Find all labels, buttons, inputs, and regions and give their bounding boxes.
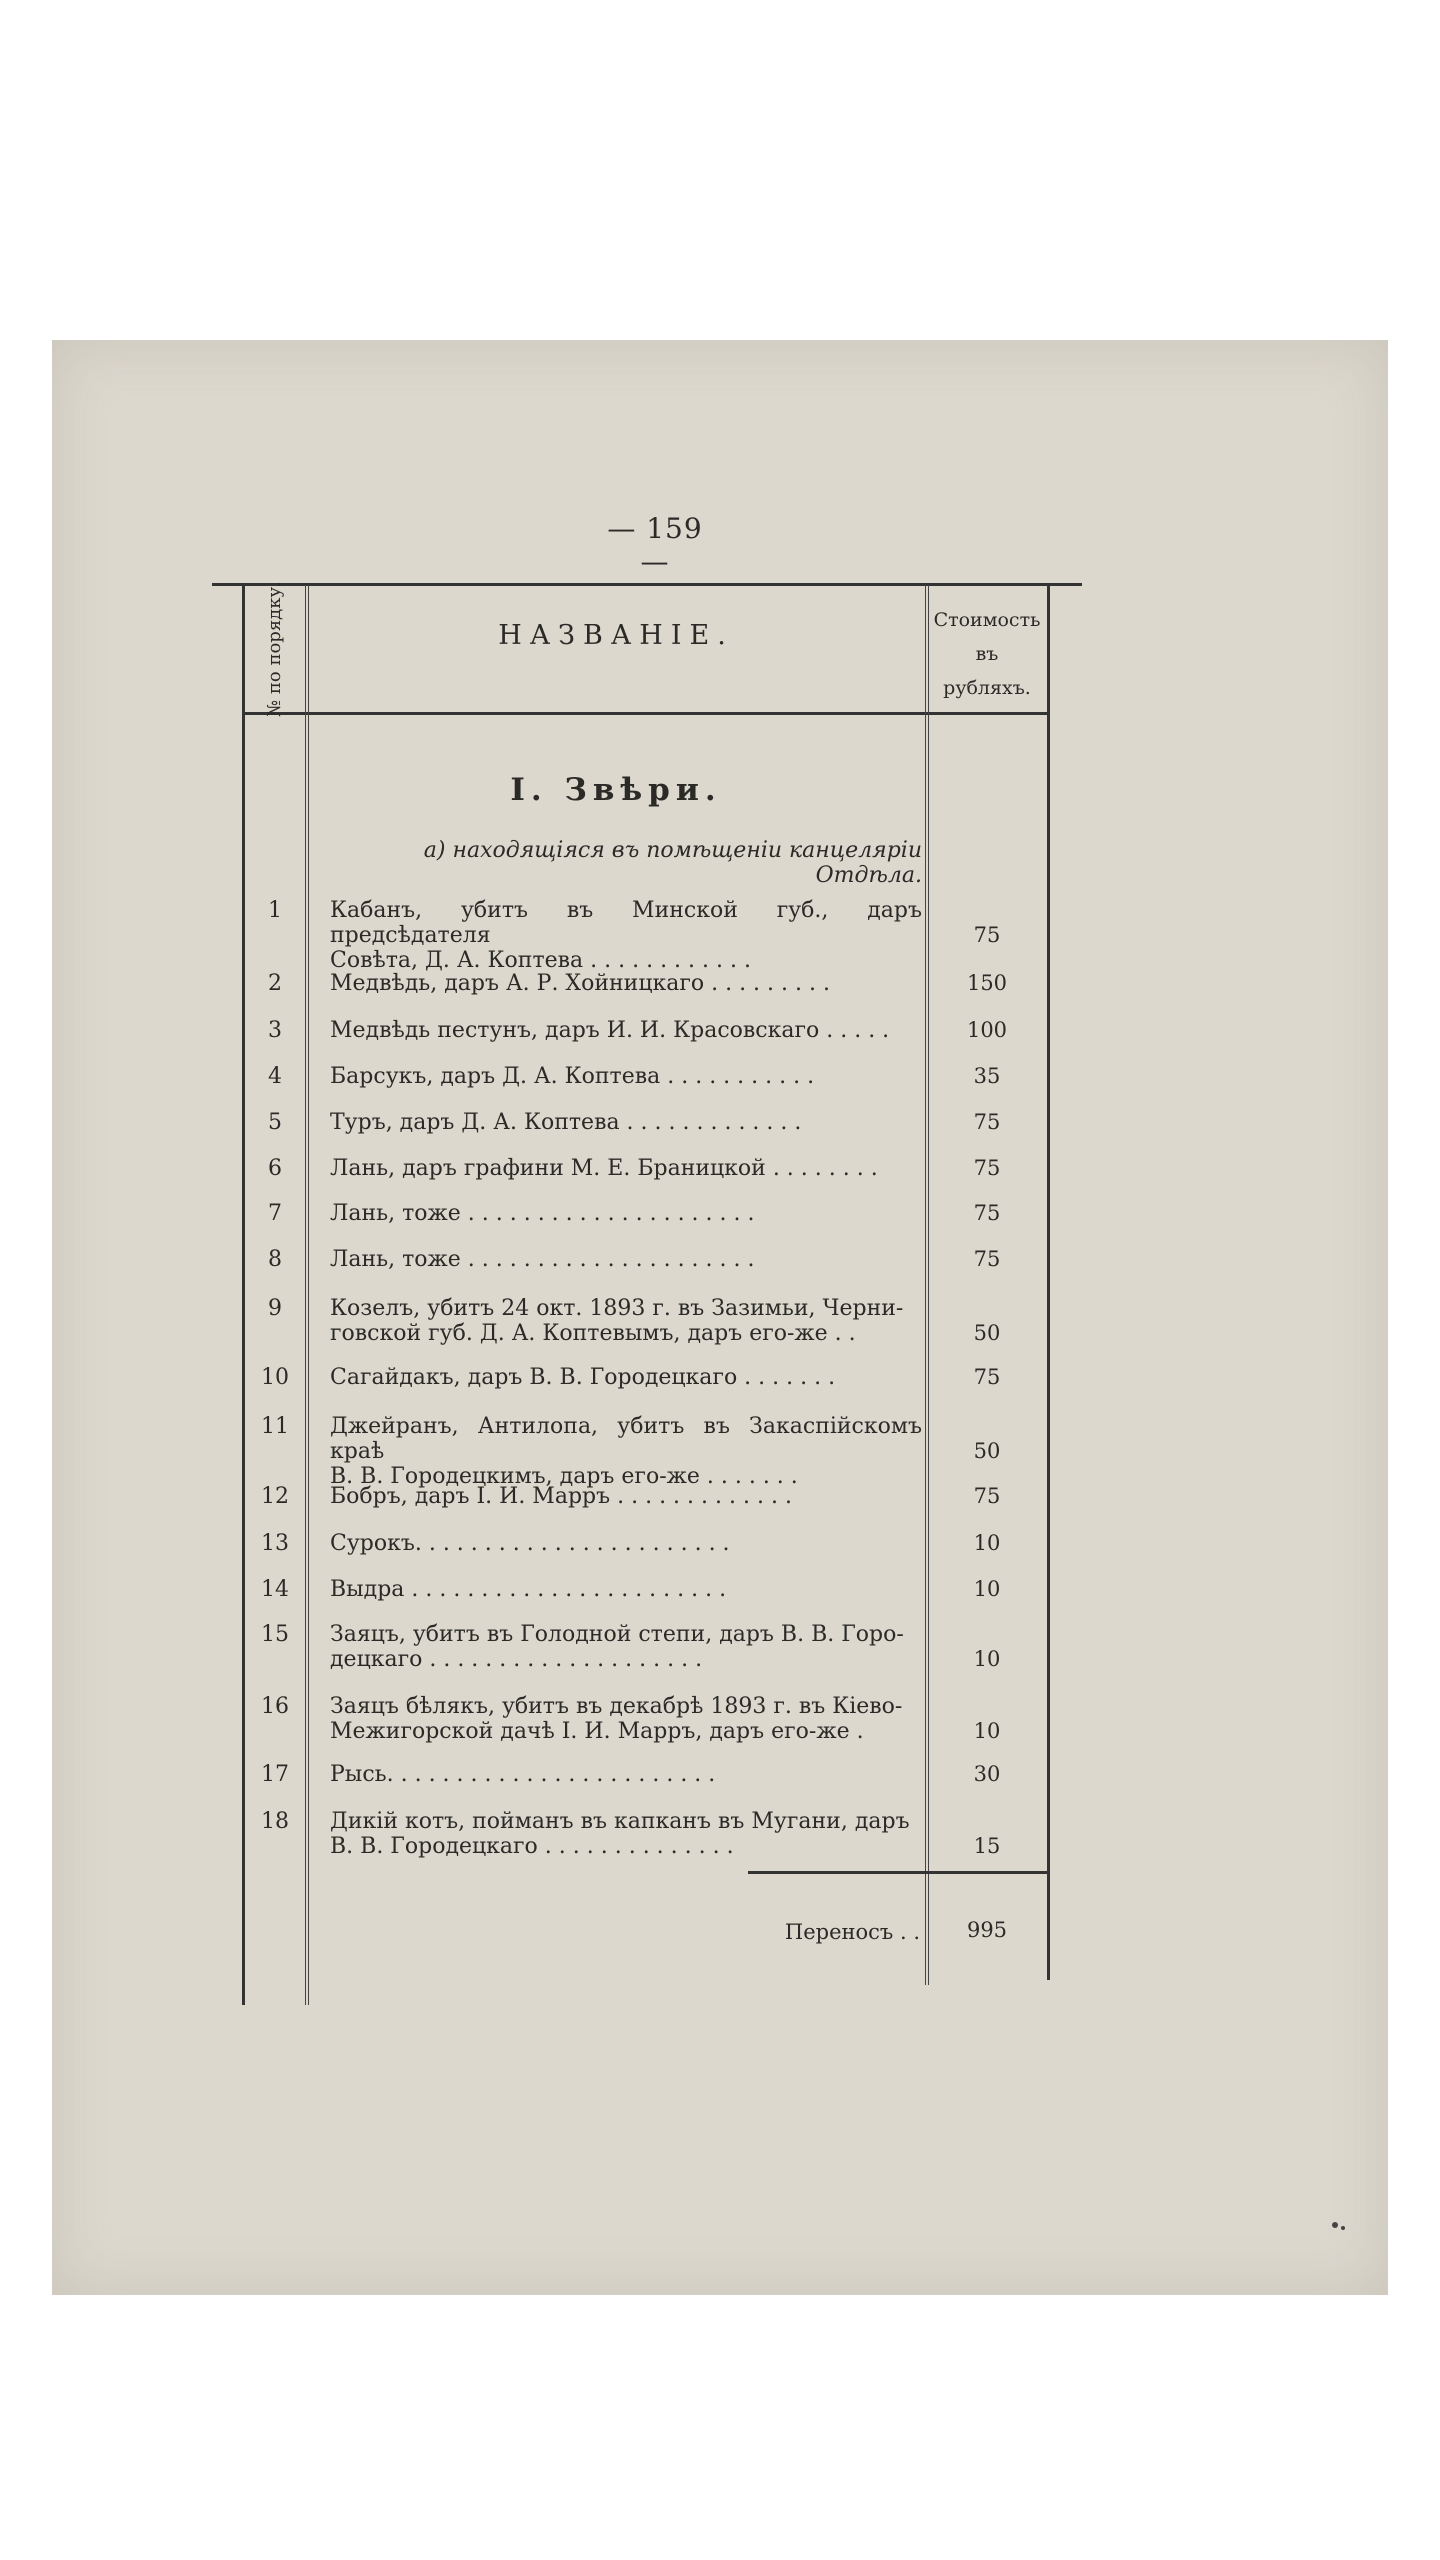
subsection-title: а) находящіяся въ помѣщеніи канцеляріи Отдѣла.	[423, 838, 922, 888]
row-cost: 50	[973, 1321, 1001, 1345]
row-description-line: Дикій котъ, пойманъ въ капканъ въ Мугани, даръ	[330, 1809, 910, 1834]
row-cost: 10	[973, 1531, 1001, 1555]
row-description-line: Джейранъ, Антилопа, убитъ въ Закаспійскомъ краѣ	[330, 1414, 922, 1464]
row-cost: 75	[973, 1484, 1001, 1508]
row-description-line: Сурокъ. . . . . . . . . . . . . . . . . . . . . . .	[330, 1531, 730, 1556]
row-number: 14	[261, 1577, 289, 1602]
row-cost: 35	[973, 1064, 1001, 1088]
paper-speck	[1332, 2222, 1338, 2228]
row-cost: 75	[973, 1247, 1001, 1271]
row-cost: 75	[973, 1156, 1001, 1180]
paper-speck	[1341, 2226, 1345, 2230]
row-description-line: Сагайдакъ, даръ В. В. Городецкаго . . . . . . .	[330, 1365, 836, 1390]
row-description-line: Бобръ, даръ І. И. Марръ . . . . . . . . . . . . .	[330, 1484, 792, 1509]
row-description-line: Туръ, даръ Д. А. Коптева . . . . . . . . . . . . .	[330, 1110, 802, 1135]
row-description	[330, 1694, 922, 1744]
row-description	[330, 1018, 922, 1043]
row-cost: 30	[973, 1762, 1001, 1786]
row-description	[330, 898, 922, 973]
row-number: 6	[268, 1156, 282, 1181]
row-description	[330, 1201, 922, 1226]
row-number: 10	[261, 1365, 289, 1390]
row-description	[330, 1064, 922, 1089]
row-description-line: говской губ. Д. А. Коптевымъ, даръ его-же . .	[330, 1321, 856, 1346]
carry-label: Переносъ . .	[784, 1920, 920, 1944]
row-number: 18	[261, 1809, 289, 1834]
page-number: — 159 —	[607, 512, 703, 578]
row-description-line: Медвѣдь пестунъ, даръ И. И. Красовскаго . . . . .	[330, 1018, 890, 1043]
row-description	[330, 1809, 922, 1859]
row-description	[330, 1247, 922, 1272]
row-description	[330, 1762, 922, 1787]
row-cost: 75	[973, 1365, 1001, 1389]
section-title: I. Звѣри.	[510, 772, 722, 808]
header-cost-line: рубляхъ.	[943, 677, 1031, 699]
row-cost: 150	[966, 971, 1008, 995]
row-description-line: Козелъ, убитъ 24 окт. 1893 г. въ Зазимьи, Черни-	[330, 1296, 904, 1321]
row-description	[330, 1414, 922, 1489]
row-number: 15	[261, 1622, 289, 1647]
table-right-border	[1047, 585, 1050, 1980]
header-cost-line: Стоимость	[933, 609, 1041, 631]
row-description-line: Заяцъ, убитъ въ Голодной степи, даръ В. В. Горо-	[330, 1622, 904, 1647]
row-description	[330, 1531, 922, 1556]
row-description-line: Кабанъ, убитъ въ Минской губ., даръ предсѣдателя	[330, 898, 922, 948]
row-cost: 10	[973, 1719, 1001, 1743]
row-cost: 50	[973, 1439, 1001, 1463]
row-description-line: Барсукъ, даръ Д. А. Коптева . . . . . . . . . . .	[330, 1064, 815, 1089]
row-description-line: Лань, тоже . . . . . . . . . . . . . . . . . . . . .	[330, 1247, 755, 1272]
row-description	[330, 1156, 922, 1181]
row-description	[330, 1622, 922, 1672]
header-name-column: НАЗВАНІЕ.	[498, 620, 734, 651]
row-cost: 100	[966, 1018, 1008, 1042]
row-cost: 15	[973, 1834, 1001, 1858]
row-cost: 10	[973, 1647, 1001, 1671]
header-cost-line: въ	[975, 643, 999, 665]
carry-total: 995	[966, 1918, 1008, 1942]
row-description-line: Заяцъ бѣлякъ, убитъ въ декабрѣ 1893 г. въ Кіево-	[330, 1694, 903, 1719]
row-number: 7	[268, 1201, 282, 1226]
row-number: 17	[261, 1762, 289, 1787]
row-number: 16	[261, 1694, 289, 1719]
row-number: 5	[268, 1110, 282, 1135]
row-description-line: Медвѣдь, даръ А. Р. Хойницкаго . . . . . . . . .	[330, 971, 830, 996]
row-description-line: В. В. Городецкаго . . . . . . . . . . . . . .	[330, 1834, 734, 1859]
row-cost: 75	[973, 1110, 1001, 1134]
row-description-line: децкаго . . . . . . . . . . . . . . . . . . . .	[330, 1647, 703, 1672]
row-number: 9	[268, 1296, 282, 1321]
row-number: 2	[268, 971, 282, 996]
row-description-line: В. В. Городецкимъ, даръ его-же . . . . . . .	[330, 1464, 798, 1489]
row-cost: 75	[973, 1201, 1001, 1225]
row-description	[330, 1484, 922, 1509]
header-number-label: № по порядку.	[264, 581, 286, 717]
table-top-rule	[212, 583, 1082, 586]
row-description-line: Лань, даръ графини М. Е. Браницкой . . . . . . . .	[330, 1156, 878, 1181]
carry-rule	[748, 1871, 1048, 1874]
name-column-divider	[925, 585, 929, 1985]
row-cost: 75	[973, 923, 1001, 947]
row-number: 1	[268, 898, 282, 923]
row-description-line: Лань, тоже . . . . . . . . . . . . . . . . . . . . .	[330, 1201, 755, 1226]
row-number: 11	[261, 1414, 289, 1439]
row-number: 3	[268, 1018, 282, 1043]
row-description	[330, 971, 922, 996]
row-number: 4	[268, 1064, 282, 1089]
row-description	[330, 1296, 922, 1346]
row-description	[330, 1110, 922, 1135]
row-description-line: Выдра . . . . . . . . . . . . . . . . . . . . . . .	[330, 1577, 727, 1602]
num-column-divider	[305, 585, 309, 2005]
header-cost-column	[930, 603, 1044, 705]
table-left-border	[242, 585, 245, 2005]
row-number: 12	[261, 1484, 289, 1509]
row-cost: 10	[973, 1577, 1001, 1601]
header-number-column	[246, 581, 304, 717]
row-description	[330, 1365, 922, 1390]
row-description-line: Совѣта, Д. А. Коптева . . . . . . . . . . . .	[330, 948, 751, 973]
row-number: 13	[261, 1531, 289, 1556]
row-number: 8	[268, 1247, 282, 1272]
row-description	[330, 1577, 922, 1602]
row-description-line: Рысь. . . . . . . . . . . . . . . . . . . . . . . .	[330, 1762, 716, 1787]
row-description-line: Межигорской дачѣ І. И. Марръ, даръ его-же .	[330, 1719, 864, 1744]
